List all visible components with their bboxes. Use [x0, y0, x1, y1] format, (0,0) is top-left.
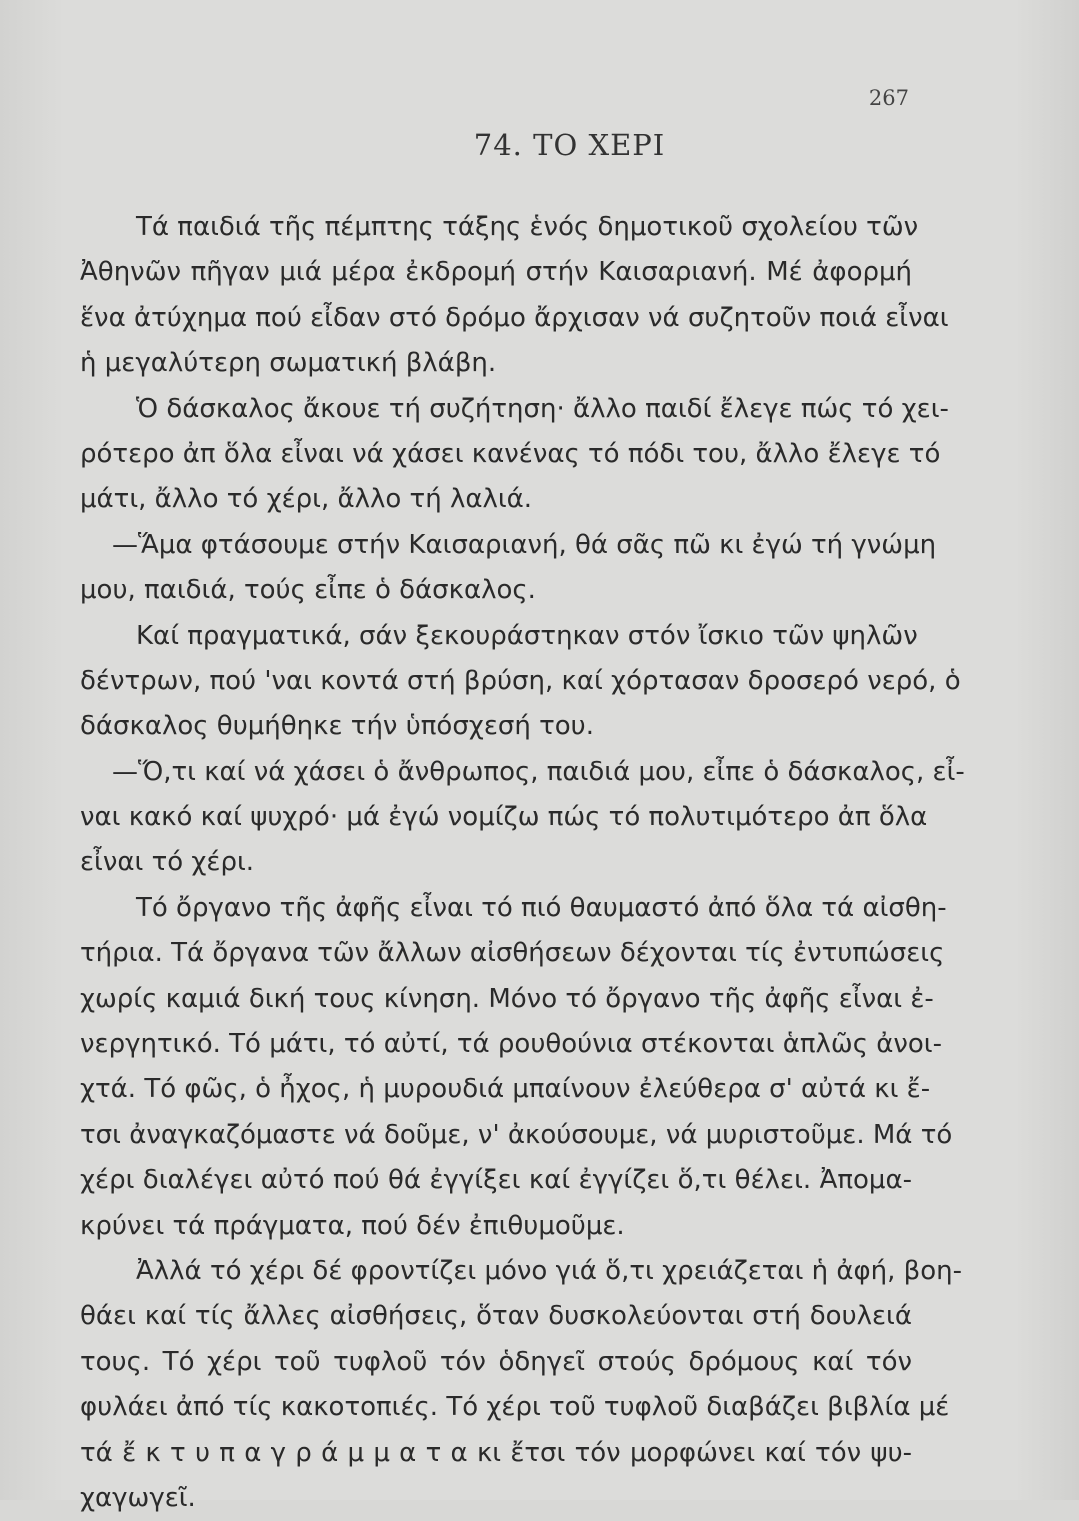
text-line: χαγωγεῖ. [80, 1482, 196, 1513]
text-line: χέρι διαλέγει αὐτό πού θά ἐγγίξει καί ἐγγίζει ὅ,τι θέλει. Ἀπομα- [80, 1165, 912, 1196]
text-line: τά ἔ κ τ υ π α γ ρ ά μ μ α τ α κι ἔτσι τόν μορφώνει καί τόν ψυ- [80, 1437, 912, 1468]
text-line: δέντρων, πού 'ναι κοντά στή βρύση, καί χόρτασαν δροσερό νερό, ὁ [80, 665, 961, 696]
text-line: μου, παιδιά, τούς εἶπε ὁ δάσκαλος. [80, 575, 536, 606]
text-line: —Ὅ,τι καί νά χάσει ὁ ἄνθρωπος, παιδιά μου, εἶπε ὁ δάσκαλος, εἶ- [112, 756, 965, 787]
text-line: μάτι, ἄλλο τό χέρι, ἄλλο τή λαλιά. [80, 484, 533, 515]
text-line: κρύνει τά πράγματα, πού δέν ἐπιθυμοῦμε. [80, 1210, 625, 1241]
text-line: χτά. Τό φῶς, ὁ ἦχος, ἡ μυρουδιά μπαίνουν ἐλεύθερα σ' αὐτά κι ἔ- [80, 1074, 931, 1105]
text-line: φυλάει ἀπό τίς κακοτοπιές. Τό χέρι τοῦ τυφλοῦ διαβάζει βιβλία μέ [80, 1392, 950, 1423]
text-line: Τά παιδιά τῆς πέμπτης τάξης ἑνός δημοτικοῦ σχολείου τῶν [136, 212, 919, 242]
text-line: ρότερο ἀπ ὅλα εἶναι νά χάσει κανένας τό πόδι του, ἄλλο ἔλεγε τό [80, 438, 941, 469]
text-line: ναι κακό καί ψυχρό· μά ἐγώ νομίζω πώς τό πολυτιμότερο ἀπ ὅλα [80, 802, 928, 833]
text-line: δάσκαλος θυμήθηκε τήν ὑπόσχεσή του. [80, 711, 594, 742]
body-text [80, 205, 965, 1521]
text-line: τήρια. Τά ὄργανα τῶν ἄλλων αἰσθήσεων δέχονται τίς ἐντυπώσεις [80, 938, 945, 969]
text-line: θάει καί τίς ἄλλες αἰσθήσεις, ὅταν δυσκολεύονται στή δουλειά [80, 1301, 912, 1332]
text-line: νεργητικό. Τό μάτι, τό αὐτί, τά ρουθούνια στέκονται ἁπλῶς ἀνοι- [80, 1029, 942, 1060]
text-line: Ἀλλά τό χέρι δέ φροντίζει μόνο γιά ὅ,τι χρειάζεται ἡ ἀφή, βοη- [136, 1255, 963, 1286]
page-number: 267 [868, 86, 909, 110]
text-line: εἶναι τό χέρι. [80, 847, 255, 878]
text-line: Τό ὄργανο τῆς ἀφῆς εἶναι τό πιό θαυμαστό ἀπό ὅλα τά αἰσθη- [136, 892, 947, 923]
text-line: Ἀθηνῶν πῆγαν μιά μέρα ἐκδρομή στήν Καισαριανή. Μέ ἀφορμή [80, 257, 912, 288]
chapter-title: 74. ΤΟ ΧΕΡΙ [473, 128, 666, 162]
text-line: ἡ μεγαλύτερη σωματική βλάβη. [80, 348, 497, 379]
text-line: ἕνα ἀτύχημα πού εἶδαν στό δρόμο ἄρχισαν νά συζητοῦν ποιά εἶναι [80, 302, 949, 333]
text-line: Ὁ δάσκαλος ἄκουε τή συζήτηση· ἄλλο παιδί ἔλεγε πώς τό χει- [136, 393, 949, 424]
text-line: χωρίς καμιά δική τους κίνηση. Μόνο τό ὄργανο τῆς ἀφῆς εἶναι ἐ- [80, 983, 934, 1014]
text-line: τους. Τό χέρι τοῦ τυφλοῦ τόν ὁδηγεῖ στούς δρόμους καί τόν [80, 1346, 912, 1377]
text-line: Καί πραγματικά, σάν ξεκουράστηκαν στόν ἴσκιο τῶν ψηλῶν [136, 620, 918, 651]
text-line: —Ἅμα φτάσουμε στήν Καισαριανή, θά σᾶς πῶ κι ἐγώ τή γνώμη [112, 529, 937, 560]
text-line: τσι ἀναγκαζόμαστε νά δοῦμε, ν' ἀκούσουμε, νά μυριστοῦμε. Μά τό [80, 1119, 953, 1150]
